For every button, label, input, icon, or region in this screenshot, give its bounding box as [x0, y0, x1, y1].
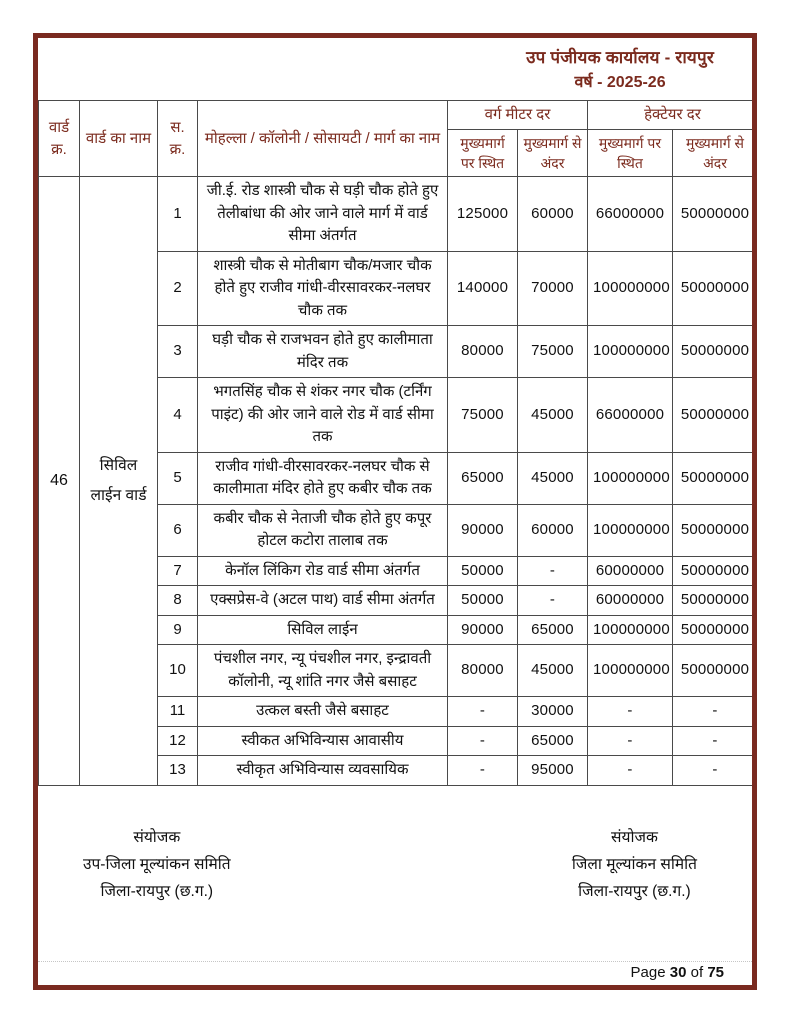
sqm-inner-cell: 30000	[518, 697, 588, 727]
ha-inner-cell: 50000000	[673, 177, 758, 252]
ha-inner-cell: 50000000	[673, 378, 758, 453]
page-number-row	[38, 961, 752, 985]
sqm-inner-cell: 65000	[518, 726, 588, 756]
sqm-inner-cell: 45000	[518, 452, 588, 504]
sqm-main-cell: 90000	[448, 615, 518, 645]
col-header-sqm-on-main: मुख्यमार्ग पर स्थित	[448, 129, 518, 177]
serial-no-cell: 12	[158, 726, 198, 756]
ha-main-cell: 100000000	[588, 504, 673, 556]
ha-main-cell: 60000000	[588, 586, 673, 616]
right-district-label: जिला-रायपुर (छ.ग.)	[578, 882, 691, 900]
office-title: उप पंजीयक कार्यालय - रायपुर	[526, 48, 714, 67]
signature-row	[38, 786, 752, 905]
sqm-main-cell: 50000	[448, 586, 518, 616]
ha-main-cell: 66000000	[588, 177, 673, 252]
sqm-inner-cell: 45000	[518, 645, 588, 697]
sqm-main-cell: -	[448, 756, 518, 786]
total-pages: 75	[707, 964, 724, 981]
sqm-main-cell: -	[448, 726, 518, 756]
serial-no-cell: 10	[158, 645, 198, 697]
ha-inner-cell: -	[673, 756, 758, 786]
sqm-inner-cell: -	[518, 586, 588, 616]
year-line: वर्ष - 2025-26	[574, 73, 666, 91]
ward-number-cell: 46	[39, 177, 80, 786]
sqm-main-cell: 125000	[448, 177, 518, 252]
page-number: 30	[669, 964, 687, 981]
road-name-cell: घड़ी चौक से राजभवन होते हुए कालीमाता मंदिर तक	[198, 326, 448, 378]
road-name-cell: जी.ई. रोड शास्त्री चौक से घड़ी चौक होते हुए तेलीबांधा की ओर जाने वाले मार्ग में वार्ड सीमा अंतर्गत	[198, 177, 448, 252]
col-header-ward-name: वार्ड का नाम	[80, 100, 158, 176]
sqm-inner-cell: 75000	[518, 326, 588, 378]
page-label: Page	[630, 964, 666, 981]
ha-inner-cell: 50000000	[673, 645, 758, 697]
sqm-main-cell: 50000	[448, 556, 518, 586]
road-name-cell: स्वीकत अभिविन्यास आवासीय	[198, 726, 448, 756]
sqm-main-cell: -	[448, 697, 518, 727]
rate-table	[38, 100, 757, 786]
col-header-sqm-rate: वर्ग मीटर दर	[448, 100, 588, 129]
road-name-cell: केनॉल लिंकिग रोड वार्ड सीमा अंतर्गत	[198, 556, 448, 586]
left-district-label: जिला-रायपुर (छ.ग.)	[100, 882, 214, 900]
ha-inner-cell: -	[673, 697, 758, 727]
col-header-ha-on-main: मुख्यमार्ग पर स्थित	[588, 129, 673, 177]
serial-no-cell: 6	[158, 504, 198, 556]
sqm-main-cell: 140000	[448, 251, 518, 326]
signature-block-right	[572, 824, 697, 905]
serial-no-cell: 4	[158, 378, 198, 453]
ha-inner-cell: -	[673, 726, 758, 756]
ha-inner-cell: 50000000	[673, 615, 758, 645]
serial-no-cell: 2	[158, 251, 198, 326]
sqm-inner-cell: 45000	[518, 378, 588, 453]
ha-main-cell: -	[588, 697, 673, 727]
ha-inner-cell: 50000000	[673, 326, 758, 378]
serial-no-cell: 1	[158, 177, 198, 252]
serial-no-cell: 5	[158, 452, 198, 504]
ha-inner-cell: 50000000	[673, 251, 758, 326]
sqm-inner-cell: 70000	[518, 251, 588, 326]
col-header-ha-inside: मुख्यमार्ग से अंदर	[673, 129, 758, 177]
ha-inner-cell: 50000000	[673, 504, 758, 556]
ha-main-cell: 66000000	[588, 378, 673, 453]
ha-main-cell: 60000000	[588, 556, 673, 586]
col-header-sqm-inside: मुख्यमार्ग से अंदर	[518, 129, 588, 177]
serial-no-cell: 3	[158, 326, 198, 378]
sqm-main-cell: 80000	[448, 326, 518, 378]
road-name-cell: कबीर चौक से नेताजी चौक होते हुए कपूर होटल कटोरा तालाब तक	[198, 504, 448, 556]
serial-no-cell: 13	[158, 756, 198, 786]
ha-main-cell: -	[588, 726, 673, 756]
document-header	[38, 38, 752, 100]
left-committee-label: उप-जिला मूल्यांकन समिति	[83, 855, 231, 873]
signature-block-left	[83, 824, 231, 905]
ha-main-cell: 100000000	[588, 326, 673, 378]
sqm-main-cell: 75000	[448, 378, 518, 453]
col-header-ward-no: वार्ड क्र.	[39, 100, 80, 176]
road-name-cell: राजीव गांधी-वीरसावरकर-नलघर चौक से कालीमाता मंदिर होते हुए कबीर चौक तक	[198, 452, 448, 504]
serial-no-cell: 7	[158, 556, 198, 586]
right-convener-label: संयोजक	[610, 828, 658, 846]
serial-no-cell: 8	[158, 586, 198, 616]
ha-main-cell: 100000000	[588, 615, 673, 645]
ward-name-cell: सिविल लाईन वार्ड	[80, 177, 158, 786]
left-convener-label: संयोजक	[133, 828, 181, 846]
table-row	[39, 177, 758, 252]
ha-main-cell: -	[588, 756, 673, 786]
sqm-inner-cell: -	[518, 556, 588, 586]
ha-main-cell: 100000000	[588, 251, 673, 326]
road-name-cell: स्वीकृत अभिविन्यास व्यवसायिक	[198, 756, 448, 786]
col-header-road-name: मोहल्ला / कॉलोनी / सोसायटी / मार्ग का नाम	[198, 100, 448, 176]
rate-table-header	[39, 100, 758, 176]
serial-no-cell: 11	[158, 697, 198, 727]
of-label: of	[690, 964, 704, 981]
page-border-frame	[33, 33, 757, 990]
sqm-inner-cell: 60000	[518, 177, 588, 252]
sqm-inner-cell: 65000	[518, 615, 588, 645]
road-name-cell: एक्सप्रेस-वे (अटल पाथ) वार्ड सीमा अंतर्गत	[198, 586, 448, 616]
serial-no-cell: 9	[158, 615, 198, 645]
ha-inner-cell: 50000000	[673, 586, 758, 616]
ha-inner-cell: 50000000	[673, 452, 758, 504]
sqm-inner-cell: 60000	[518, 504, 588, 556]
ha-inner-cell: 50000000	[673, 556, 758, 586]
road-name-cell: सिविल लाईन	[198, 615, 448, 645]
ha-main-cell: 100000000	[588, 645, 673, 697]
road-name-cell: भगतसिंह चौक से शंकर नगर चौक (टर्निंग पाइंट) की ओर जाने वाले रोड में वार्ड सीमा तक	[198, 378, 448, 453]
sqm-inner-cell: 95000	[518, 756, 588, 786]
road-name-cell: शास्त्री चौक से मोतीबाग चौक/मजार चौक होते हुए राजीव गांधी-वीरसावरकर-नलघर चौक तक	[198, 251, 448, 326]
ha-main-cell: 100000000	[588, 452, 673, 504]
sqm-main-cell: 90000	[448, 504, 518, 556]
road-name-cell: उत्कल बस्ती जैसे बसाहट	[198, 697, 448, 727]
rate-table-body	[39, 177, 758, 786]
road-name-cell: पंचशील नगर, न्यू पंचशील नगर, इन्द्रावती कॉलोनी, न्यू शांति नगर जैसे बसाहट	[198, 645, 448, 697]
col-header-hectare-rate: हेक्टेयर दर	[588, 100, 758, 129]
sqm-main-cell: 65000	[448, 452, 518, 504]
sqm-main-cell: 80000	[448, 645, 518, 697]
col-header-serial-no: स. क्र.	[158, 100, 198, 176]
right-committee-label: जिला मूल्यांकन समिति	[571, 855, 697, 873]
